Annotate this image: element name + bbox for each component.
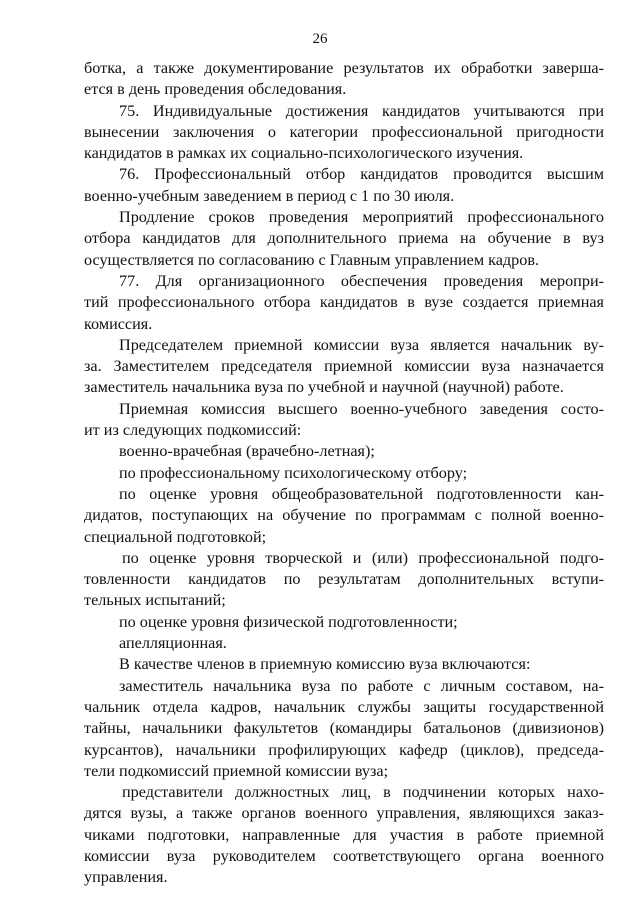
text-line: тий профессионального отбора кандидатов в вузе создается приемная — [84, 293, 604, 312]
text-line: курсантов), начальники профилирующих кафедр (циклов), председа- — [84, 740, 604, 759]
text-line: ботка, а также документирование результатов их обработки заверша- — [84, 59, 604, 77]
text-line: заместитель начальника вуза по работе с личным составом, на- — [119, 676, 604, 695]
text-line: Продление сроков проведения мероприятий профессионального — [119, 208, 604, 227]
text-line: Председателем приемной комиссии вуза является начальник ву- — [119, 335, 604, 354]
text-line: дятся вузы, а также органов военного управления, являющихся заказ- — [84, 804, 604, 823]
text-line: ит из следующих подкомиссий: — [84, 421, 302, 440]
text-line: дидатов, поступающих на обучение по программам с полной военно- — [84, 506, 604, 525]
text-line: комиссии вуза руководителем соответствующего органа военного — [84, 846, 604, 865]
text-line: 75. Индивидуальные достижения кандидатов учитываются при — [119, 101, 604, 120]
text-line: чальник отдела кадров, начальник службы защиты государственной — [84, 697, 604, 716]
text-line: осуществляется по согласованию с Главным управлением кадров. — [84, 250, 540, 269]
document-body — [84, 58, 604, 889]
text-line: ется в день проведения обследования. — [84, 80, 347, 99]
text-line: чиками подготовки, направленные для участия в работе приемной — [84, 825, 604, 844]
text-line: вынесении заключения о категории профессиональной пригодности — [84, 122, 604, 141]
text-line: тели подкомиссий приемной комиссии вуза; — [84, 761, 389, 780]
text-line: В качестве членов в приемную комиссию вуза включаются: — [119, 655, 531, 674]
page-number: 26 — [312, 31, 328, 47]
text-line: 76. Профессиональный отбор кандидатов проводится высшим — [119, 165, 604, 184]
text-line: тайны, начальники факультетов (командиры батальонов (дивизионов) — [84, 719, 604, 738]
text-line: за. Заместителем председателя приемной комиссии вуза назначается — [84, 357, 604, 376]
text-line: по профессиональному психологическому отбору; — [119, 463, 468, 482]
text-line: специальной подготовкой; — [84, 527, 267, 546]
text-line: представители должностных лиц, в подчинении которых нахо- — [122, 783, 604, 802]
text-line: по оценке уровня творческой и (или) профессиональной подго- — [122, 548, 604, 567]
text-line: заместитель начальника вуза по учебной и научной (научной) работе. — [84, 378, 564, 397]
text-line: по оценке уровня физической подготовленности; — [119, 612, 458, 631]
text-line: тельных испытаний; — [84, 591, 226, 610]
text-line: по оценке уровня общеобразовательной подготовленности кан- — [119, 484, 604, 503]
text-line: апелляционная. — [119, 634, 227, 653]
text-line: 77. Для организационного обеспечения проведения меропри- — [119, 271, 604, 290]
text-line: отбора кандидатов для дополнительного приема на обучение в вуз — [84, 229, 604, 248]
text-line: военно-врачебная (врачебно-летная); — [119, 442, 375, 461]
text-line: Приемная комиссия высшего военно-учебного заведения состо- — [119, 399, 604, 418]
text-line: военно-учебным заведением в период с 1 по 30 июля. — [84, 186, 455, 205]
text-line: комиссия. — [84, 314, 153, 333]
text-line: товленности кандидатов по результатам дополнительных вступи- — [84, 570, 604, 589]
text-line: управления. — [84, 868, 168, 887]
text-line: кандидатов в рамках их социально-психологического изучения. — [84, 144, 524, 163]
